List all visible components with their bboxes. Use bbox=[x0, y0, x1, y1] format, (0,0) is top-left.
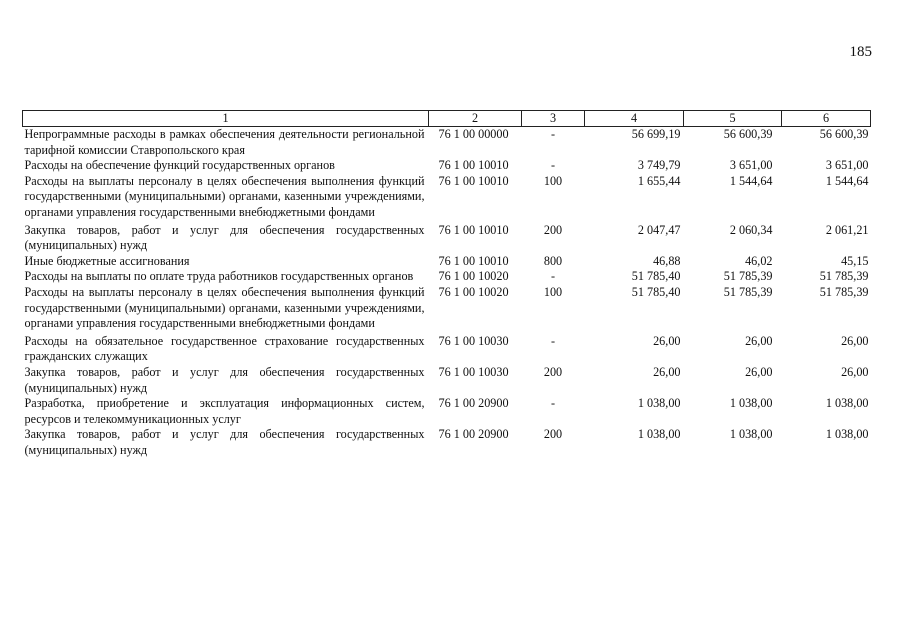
row-value-1: 2 047,47 bbox=[637, 222, 681, 237]
row-name: Расходы на обязательное государственное страхование государственных гражданских служащих bbox=[24, 333, 425, 364]
row-value-2: 1 544,64 bbox=[729, 173, 773, 188]
row-value-2: 1 038,00 bbox=[729, 427, 773, 442]
row-expense-type: 200 bbox=[543, 222, 563, 237]
row-name: Расходы на выплаты персоналу в целях обеспечения выполнения функций государственными (муниципальными) органами, казенными учреждениями, органами управления государственными внебюджетными фондами bbox=[24, 173, 425, 219]
row-expense-type: - bbox=[550, 396, 556, 411]
row-value-2: 51 785,39 bbox=[723, 284, 773, 299]
row-value-3: 45,15 bbox=[841, 253, 869, 268]
row-value-2: 26,00 bbox=[745, 333, 773, 348]
table-row bbox=[23, 174, 871, 221]
row-name: Закупка товаров, работ и услуг для обеспечения государственных (муниципальных) нужд bbox=[24, 222, 425, 253]
row-expense-type: 800 bbox=[543, 253, 563, 268]
row-code: 76 1 00 00000 bbox=[438, 127, 509, 141]
row-value-2: 26,00 bbox=[745, 364, 773, 379]
row-code: 76 1 00 10010 bbox=[438, 158, 509, 173]
row-value-1: 56 699,19 bbox=[631, 127, 681, 141]
row-value-3: 26,00 bbox=[841, 364, 869, 379]
row-value-1: 26,00 bbox=[653, 333, 681, 348]
header-col-3: 3 bbox=[522, 111, 585, 127]
table-row bbox=[23, 127, 871, 159]
row-value-3: 1 038,00 bbox=[825, 396, 869, 411]
row-expense-type: 100 bbox=[543, 284, 563, 299]
row-code: 76 1 00 20900 bbox=[438, 427, 509, 442]
header-col-5: 5 bbox=[684, 111, 782, 127]
row-code: 76 1 00 10030 bbox=[438, 364, 509, 379]
table-row bbox=[23, 396, 871, 427]
row-code: 76 1 00 20900 bbox=[438, 396, 509, 411]
row-name: Расходы на выплаты по оплате труда работников государственных органов bbox=[24, 269, 414, 284]
row-code: 76 1 00 10030 bbox=[438, 333, 509, 348]
page-number: 185 bbox=[849, 44, 872, 60]
row-value-3: 3 651,00 bbox=[825, 158, 869, 173]
row-value-3: 2 061,21 bbox=[825, 222, 869, 237]
table-row bbox=[23, 332, 871, 365]
table-row bbox=[23, 221, 871, 254]
header-col-4: 4 bbox=[585, 111, 684, 127]
row-code: 76 1 00 10010 bbox=[438, 222, 509, 237]
row-value-3: 26,00 bbox=[841, 333, 869, 348]
row-value-2: 2 060,34 bbox=[729, 222, 773, 237]
row-value-1: 26,00 bbox=[653, 364, 681, 379]
row-code: 76 1 00 10010 bbox=[438, 253, 509, 268]
row-code: 76 1 00 10020 bbox=[438, 269, 509, 284]
header-col-6: 6 bbox=[782, 111, 871, 127]
row-code: 76 1 00 10010 bbox=[438, 173, 509, 188]
row-value-1: 1 655,44 bbox=[637, 173, 681, 188]
header-col-2: 2 bbox=[429, 111, 522, 127]
row-value-2: 56 600,39 bbox=[723, 127, 773, 141]
table-row bbox=[23, 427, 871, 458]
row-name: Расходы на выплаты персоналу в целях обеспечения выполнения функций государственными (муниципальными) органами, казенными учреждениями, органами управления государственными внебюджетными фондами bbox=[24, 284, 425, 331]
row-expense-type: - bbox=[550, 269, 556, 284]
row-value-2: 46,02 bbox=[745, 253, 773, 268]
row-expense-type: - bbox=[550, 158, 556, 173]
row-value-2: 1 038,00 bbox=[729, 396, 773, 411]
table-row bbox=[23, 365, 871, 396]
row-value-1: 46,88 bbox=[653, 253, 681, 268]
budget-table bbox=[22, 110, 871, 458]
row-value-1: 51 785,40 bbox=[631, 269, 681, 284]
table-header-row bbox=[23, 111, 871, 127]
row-expense-type: 100 bbox=[543, 173, 563, 188]
row-value-2: 3 651,00 bbox=[729, 158, 773, 173]
row-value-2: 51 785,39 bbox=[723, 269, 773, 284]
row-code: 76 1 00 10020 bbox=[438, 284, 509, 299]
row-value-3: 1 038,00 bbox=[825, 427, 869, 442]
row-value-3: 51 785,39 bbox=[819, 284, 869, 299]
row-name: Закупка товаров, работ и услуг для обеспечения государственных (муниципальных) нужд bbox=[24, 427, 425, 457]
table-row bbox=[23, 158, 871, 174]
row-name: Разработка, приобретение и эксплуатация информационных систем, ресурсов и телекоммуникационных услуг bbox=[24, 396, 425, 426]
row-value-3: 51 785,39 bbox=[819, 269, 869, 284]
row-value-1: 1 038,00 bbox=[637, 396, 681, 411]
row-name: Закупка товаров, работ и услуг для обеспечения государственных (муниципальных) нужд bbox=[24, 364, 425, 395]
row-expense-type: 200 bbox=[543, 427, 563, 442]
row-value-1: 3 749,79 bbox=[637, 158, 681, 173]
row-expense-type: 200 bbox=[543, 364, 563, 379]
row-value-3: 1 544,64 bbox=[825, 173, 869, 188]
table-row bbox=[23, 285, 871, 332]
row-value-1: 51 785,40 bbox=[631, 284, 681, 299]
table-row bbox=[23, 269, 871, 285]
row-name: Расходы на обеспечение функций государственных органов bbox=[24, 158, 335, 173]
row-expense-type: - bbox=[550, 333, 556, 348]
row-expense-type: - bbox=[550, 127, 556, 141]
table-row bbox=[23, 254, 871, 270]
row-value-1: 1 038,00 bbox=[637, 427, 681, 442]
row-value-3: 56 600,39 bbox=[819, 127, 869, 141]
row-name: Иные бюджетные ассигнования bbox=[24, 253, 190, 268]
header-col-1: 1 bbox=[23, 111, 429, 127]
row-name: Непрограммные расходы в рамках обеспечения деятельности региональной тарифной комиссии Ставропольского края bbox=[24, 127, 425, 157]
